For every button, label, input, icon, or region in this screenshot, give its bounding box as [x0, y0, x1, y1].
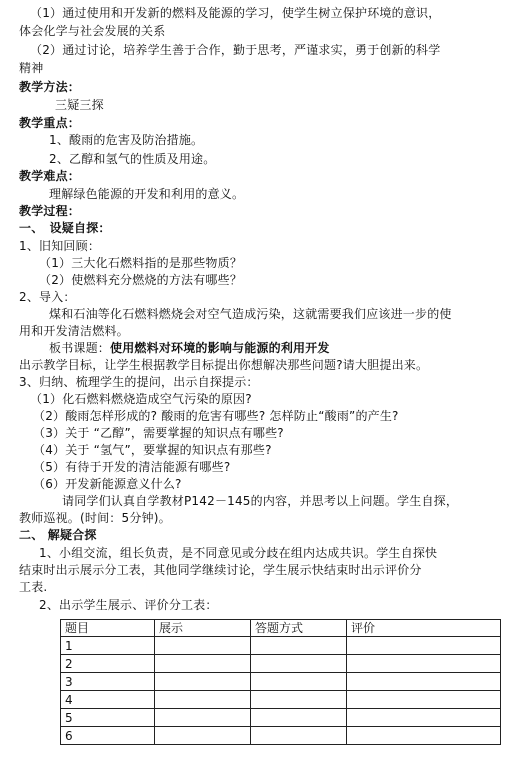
row-number: 4	[61, 691, 155, 709]
section2-heading: 二、 解疑合探	[19, 528, 97, 542]
objective-line-2: 体会化学与社会发展的关系	[19, 24, 166, 38]
summary-heading: 3、归纳、梳理学生的提问，出示自探提示：	[19, 375, 259, 389]
hint-item: （3）关于 “乙醇”，需要掌握的知识点有哪些?	[33, 426, 284, 440]
table-cell	[155, 727, 251, 745]
table-row	[61, 673, 501, 691]
table-row	[61, 637, 501, 655]
intro-paragraph-line-2: 用和开发清洁燃料。	[19, 324, 129, 338]
column-header-display: 展示	[155, 620, 251, 637]
self-study-line-1: 请同学们认真自学教材P142－145的内容，并思考以上问题。学生自探，	[62, 494, 459, 508]
row-number: 1	[61, 637, 155, 655]
show-goal: 出示教学目标，让学生根据教学目标提出你想解决那些问题?请大胆提出来。	[19, 358, 429, 372]
table-row	[61, 709, 501, 727]
section2-paragraph-line-1: 1、小组交流，组长负责，是不同意见或分歧在组内达成共识。学生自探快	[39, 546, 438, 560]
table-cell	[251, 709, 347, 727]
board-label: 板书课题：	[49, 341, 111, 355]
row-number: 6	[61, 727, 155, 745]
hint-item: （4）关于 “氢气”，要掌握的知识点有那些?	[33, 443, 272, 457]
hint-item: （1）化石燃料燃烧造成空气污染的原因?	[30, 392, 252, 406]
table-cell	[155, 637, 251, 655]
table-cell	[251, 727, 347, 745]
key-point-item: 2、乙醇和氢气的性质及用途。	[49, 152, 216, 166]
table-cell	[347, 655, 501, 673]
difficulty-heading: 教学难点：	[19, 169, 81, 183]
table-row	[61, 655, 501, 673]
table-row	[61, 691, 501, 709]
table-cell	[347, 673, 501, 691]
table-cell	[155, 709, 251, 727]
row-number: 3	[61, 673, 155, 691]
table-cell	[347, 709, 501, 727]
table-cell	[251, 691, 347, 709]
methods-heading: 教学方法：	[19, 80, 81, 94]
board-title-line	[49, 341, 330, 356]
intro-paragraph-line-1: 煤和石油等化石燃料燃烧会对空气造成污染，这就需要我们应该进一步的使	[49, 307, 452, 321]
difficulty-content: 理解绿色能源的开发和利用的意义。	[49, 187, 245, 201]
objective-line-4: 精神	[19, 61, 44, 75]
section2-paragraph-line-2: 结束时出示展示分工表，其他同学继续讨论，学生展示快结束时出示评价分	[19, 563, 422, 577]
hint-item: （5）有待于开发的清洁能源有哪些?	[33, 460, 231, 474]
process-heading: 教学过程：	[19, 204, 81, 218]
hint-item: （6）开发新能源意义什么?	[33, 477, 182, 491]
section1-heading: 一、 设疑自探：	[19, 221, 111, 235]
table-cell	[347, 727, 501, 745]
review-heading: 1、旧知回顾：	[19, 239, 101, 253]
table-caption: 2、出示学生展示、评价分工表：	[39, 598, 218, 612]
methods-content: 三疑三探	[55, 98, 104, 112]
row-number: 2	[61, 655, 155, 673]
table-cell	[251, 673, 347, 691]
objective-line-1: （1）通过使用和开发新的燃料及能源的学习，使学生树立保护环境的意识，	[30, 6, 441, 20]
column-header-evaluation: 评价	[347, 620, 501, 637]
objective-line-3: （2）通过讨论，培养学生善于合作，勤于思考，严谨求实，勇于创新的科学	[30, 43, 441, 57]
self-study-line-2: 教师巡视。(时间：5分钟)。	[19, 511, 171, 525]
table-cell	[347, 691, 501, 709]
review-question: （2）使燃料充分燃烧的方法有哪些？	[39, 273, 243, 287]
key-point-item: 1、酸雨的危害及防治措施。	[49, 133, 204, 147]
column-header-topic: 题目	[61, 620, 155, 637]
board-title: 使用燃料对环境的影响与能源的利用开发	[110, 341, 330, 355]
table-cell	[251, 655, 347, 673]
hint-item: （2）酸雨怎样形成的? 酸雨的危害有哪些? 怎样防止“酸雨”的产生?	[33, 409, 399, 423]
intro-heading: 2、导入：	[19, 290, 76, 304]
table-row	[61, 727, 501, 745]
review-question: （1）三大化石燃料指的是那些物质？	[39, 256, 243, 270]
table-header-row	[61, 620, 501, 637]
table-cell	[155, 673, 251, 691]
column-header-answer-method: 答题方式	[251, 620, 347, 637]
table-cell	[155, 691, 251, 709]
key-points-heading: 教学重点：	[19, 116, 81, 130]
evaluation-table	[60, 619, 501, 745]
row-number: 5	[61, 709, 155, 727]
table-cell	[347, 637, 501, 655]
table-cell	[251, 637, 347, 655]
section2-paragraph-line-3: 工表.	[19, 580, 48, 594]
table-cell	[155, 655, 251, 673]
